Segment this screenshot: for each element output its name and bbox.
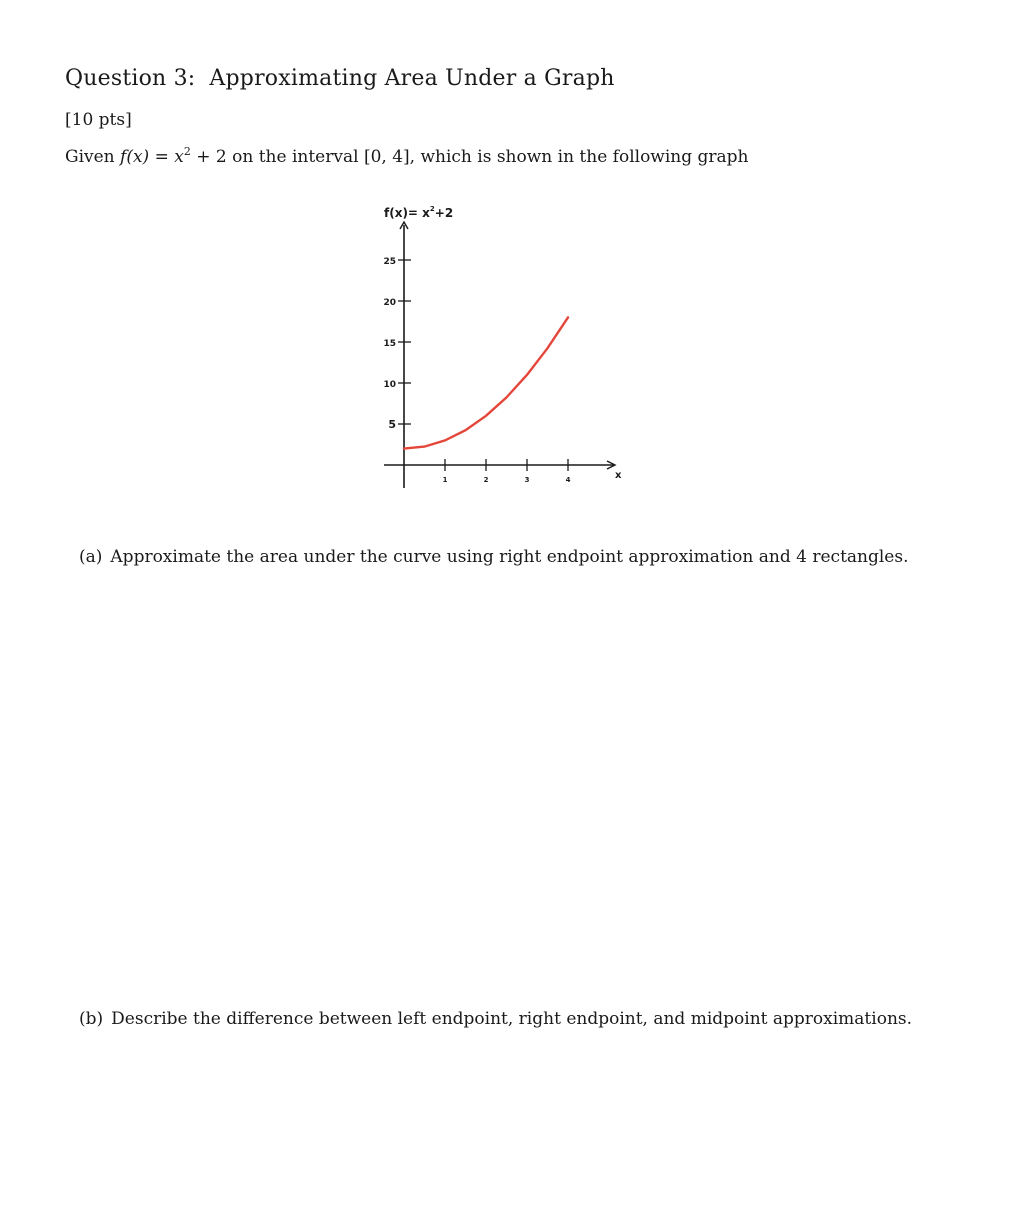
intro-text [65, 145, 749, 167]
graph-function-label [384, 205, 453, 220]
question-title: Approximating Area Under a Graph [209, 66, 615, 91]
graph-label-fx: f(x)= x [384, 206, 430, 220]
graph-label-plus: +2 [434, 206, 454, 220]
intro-rest: on the interval [0, 4], which is shown in the following graph [232, 147, 749, 167]
y-tick-label-25: 25 [383, 257, 396, 267]
part-b-label: (b) [79, 1009, 104, 1029]
y-tick-label-20: 20 [383, 298, 396, 308]
intro-given: Given [65, 147, 115, 167]
function-graph [360, 195, 640, 495]
x-axis-label: x [615, 470, 622, 481]
intro-function: f(x) = x [120, 147, 184, 167]
question-part-b [79, 1009, 912, 1029]
question-part-a [79, 547, 909, 567]
axis-ticks [383, 257, 570, 484]
part-b-text: Describe the difference between left endpoint, right endpoint, and midpoint approximations. [111, 1009, 913, 1029]
x-tick-label-1: 1 [442, 476, 448, 484]
part-a-label: (a) [79, 547, 103, 567]
x-tick-label-4: 4 [565, 476, 571, 484]
y-tick-label-10: 10 [383, 380, 396, 390]
graph-label-exp: 2 [429, 205, 435, 213]
function-curve [404, 317, 568, 448]
page-title [65, 66, 615, 91]
x-tick-label-3: 3 [524, 476, 530, 484]
x-tick-label-2: 2 [483, 476, 489, 484]
part-a-text: Approximate the area under the curve using right endpoint approximation and 4 rectangles. [110, 547, 909, 567]
y-tick-label-15: 15 [383, 339, 396, 349]
question-number: Question 3: [65, 66, 196, 91]
points-label: [10 pts] [65, 110, 132, 130]
intro-exponent: 2 [183, 145, 191, 158]
graph-svg [360, 195, 640, 495]
y-tick-label-5: 5 [388, 418, 396, 431]
intro-function-tail: + 2 [196, 147, 227, 167]
